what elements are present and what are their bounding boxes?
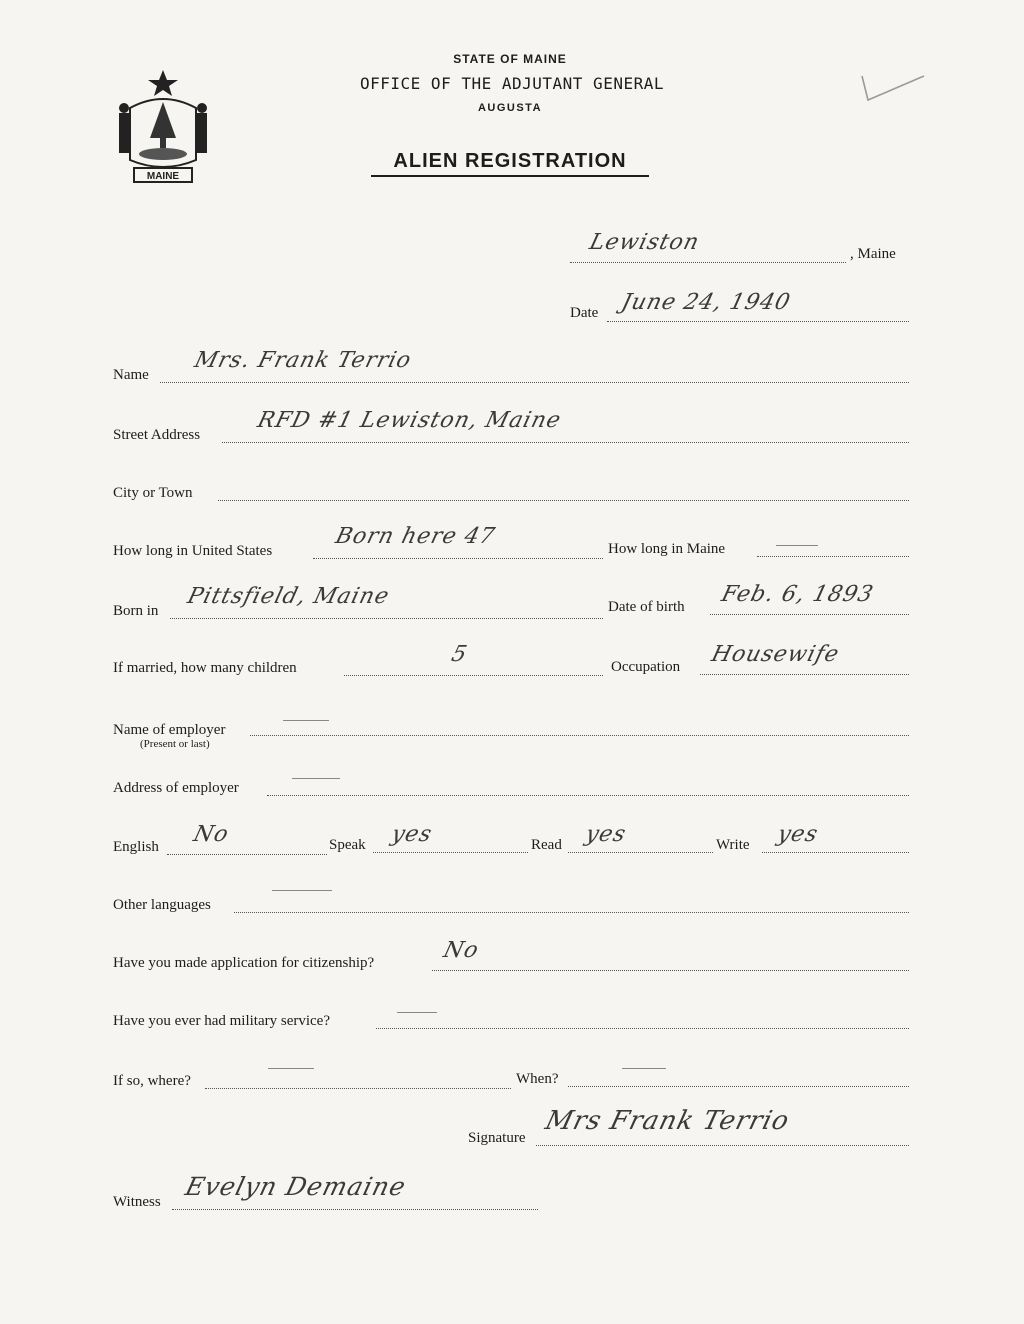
- street-address-value: RFD #1 Lewiston, Maine: [254, 408, 564, 433]
- if-so-where-dash: [268, 1068, 314, 1069]
- military-label: Have you ever had military service?: [113, 1013, 330, 1029]
- date-label: Date: [570, 305, 599, 321]
- how-long-maine-line: [757, 556, 909, 557]
- signature-value: Mrs Frank Terrio: [542, 1106, 793, 1136]
- write-value: yes: [774, 822, 821, 847]
- children-value: 5: [448, 642, 471, 667]
- military-line: [376, 1028, 909, 1029]
- when-line: [568, 1086, 909, 1087]
- english-label: English: [113, 839, 159, 855]
- read-label: Read: [531, 837, 562, 853]
- name-value: Mrs. Frank Terrio: [191, 348, 415, 373]
- witness-value: Evelyn Demaine: [182, 1172, 410, 1201]
- signature-line: [536, 1145, 909, 1146]
- children-line: [344, 675, 603, 676]
- occupation-value: Housewife: [708, 642, 843, 667]
- name-line: [160, 382, 909, 383]
- occupation-label: Occupation: [611, 659, 681, 675]
- other-languages-label: Other languages: [113, 897, 211, 913]
- when-dash: [622, 1068, 666, 1069]
- speak-value: yes: [388, 822, 435, 847]
- born-in-line: [170, 618, 603, 619]
- header-state: STATE OF MAINE: [453, 52, 567, 66]
- witness-line: [172, 1209, 538, 1210]
- how-long-maine-label: How long in Maine: [608, 541, 726, 557]
- born-in-label: Born in: [113, 603, 159, 619]
- speak-line: [373, 852, 528, 853]
- english-value: No: [190, 822, 232, 847]
- if-so-where-label: If so, where?: [113, 1073, 191, 1089]
- street-address-line: [222, 442, 909, 443]
- form-title: ALIEN REGISTRATION: [371, 150, 649, 177]
- how-long-us-line: [313, 558, 603, 559]
- citizenship-label: Have you made application for citizenship?: [113, 955, 375, 971]
- how-long-us-value: Born here 47: [332, 524, 498, 549]
- date-line: [607, 321, 909, 322]
- employer-name-dash: [283, 720, 329, 721]
- name-label: Name: [113, 367, 149, 383]
- military-dash: [397, 1012, 437, 1013]
- signature-label: Signature: [468, 1130, 526, 1146]
- place-line: [570, 262, 846, 263]
- employer-name-sublabel: (Present or last): [140, 738, 210, 750]
- place-value: Lewiston: [586, 230, 703, 255]
- employer-address-line: [267, 795, 909, 796]
- header-office: OFFICE OF THE ADJUTANT GENERAL: [360, 74, 664, 93]
- if-so-where-line: [205, 1088, 511, 1089]
- seal-text: MAINE: [146, 171, 180, 182]
- children-label: If married, how many children: [113, 660, 297, 676]
- read-line: [568, 852, 713, 853]
- witness-label: Witness: [113, 1194, 161, 1210]
- english-line: [167, 854, 327, 855]
- other-languages-line: [234, 912, 909, 913]
- how-long-us-label: How long in United States: [113, 543, 273, 559]
- occupation-line: [700, 674, 909, 675]
- city-label: City or Town: [113, 485, 193, 501]
- city-line: [218, 500, 909, 501]
- write-line: [762, 852, 909, 853]
- street-address-label: Street Address: [113, 427, 201, 443]
- date-of-birth-label: Date of birth: [608, 599, 685, 615]
- read-value: yes: [582, 822, 629, 847]
- born-in-value: Pittsfield, Maine: [184, 584, 393, 609]
- date-of-birth-line: [710, 614, 909, 615]
- how-long-maine-dash: [776, 545, 818, 546]
- date-value: June 24, 1940: [618, 290, 794, 315]
- citizenship-line: [432, 970, 909, 971]
- speak-label: Speak: [329, 837, 366, 853]
- citizenship-value: No: [440, 938, 482, 963]
- write-label: Write: [716, 837, 750, 853]
- date-of-birth-value: Feb. 6, 1893: [718, 582, 877, 607]
- place-suffix: , Maine: [850, 246, 896, 262]
- employer-name-label: Name of employer: [113, 722, 226, 738]
- other-languages-dash: [272, 890, 332, 891]
- header-city: AUGUSTA: [477, 102, 543, 114]
- when-label: When?: [516, 1071, 559, 1087]
- employer-name-line: [250, 735, 909, 736]
- employer-address-label: Address of employer: [113, 780, 239, 796]
- employer-address-dash: [292, 778, 340, 779]
